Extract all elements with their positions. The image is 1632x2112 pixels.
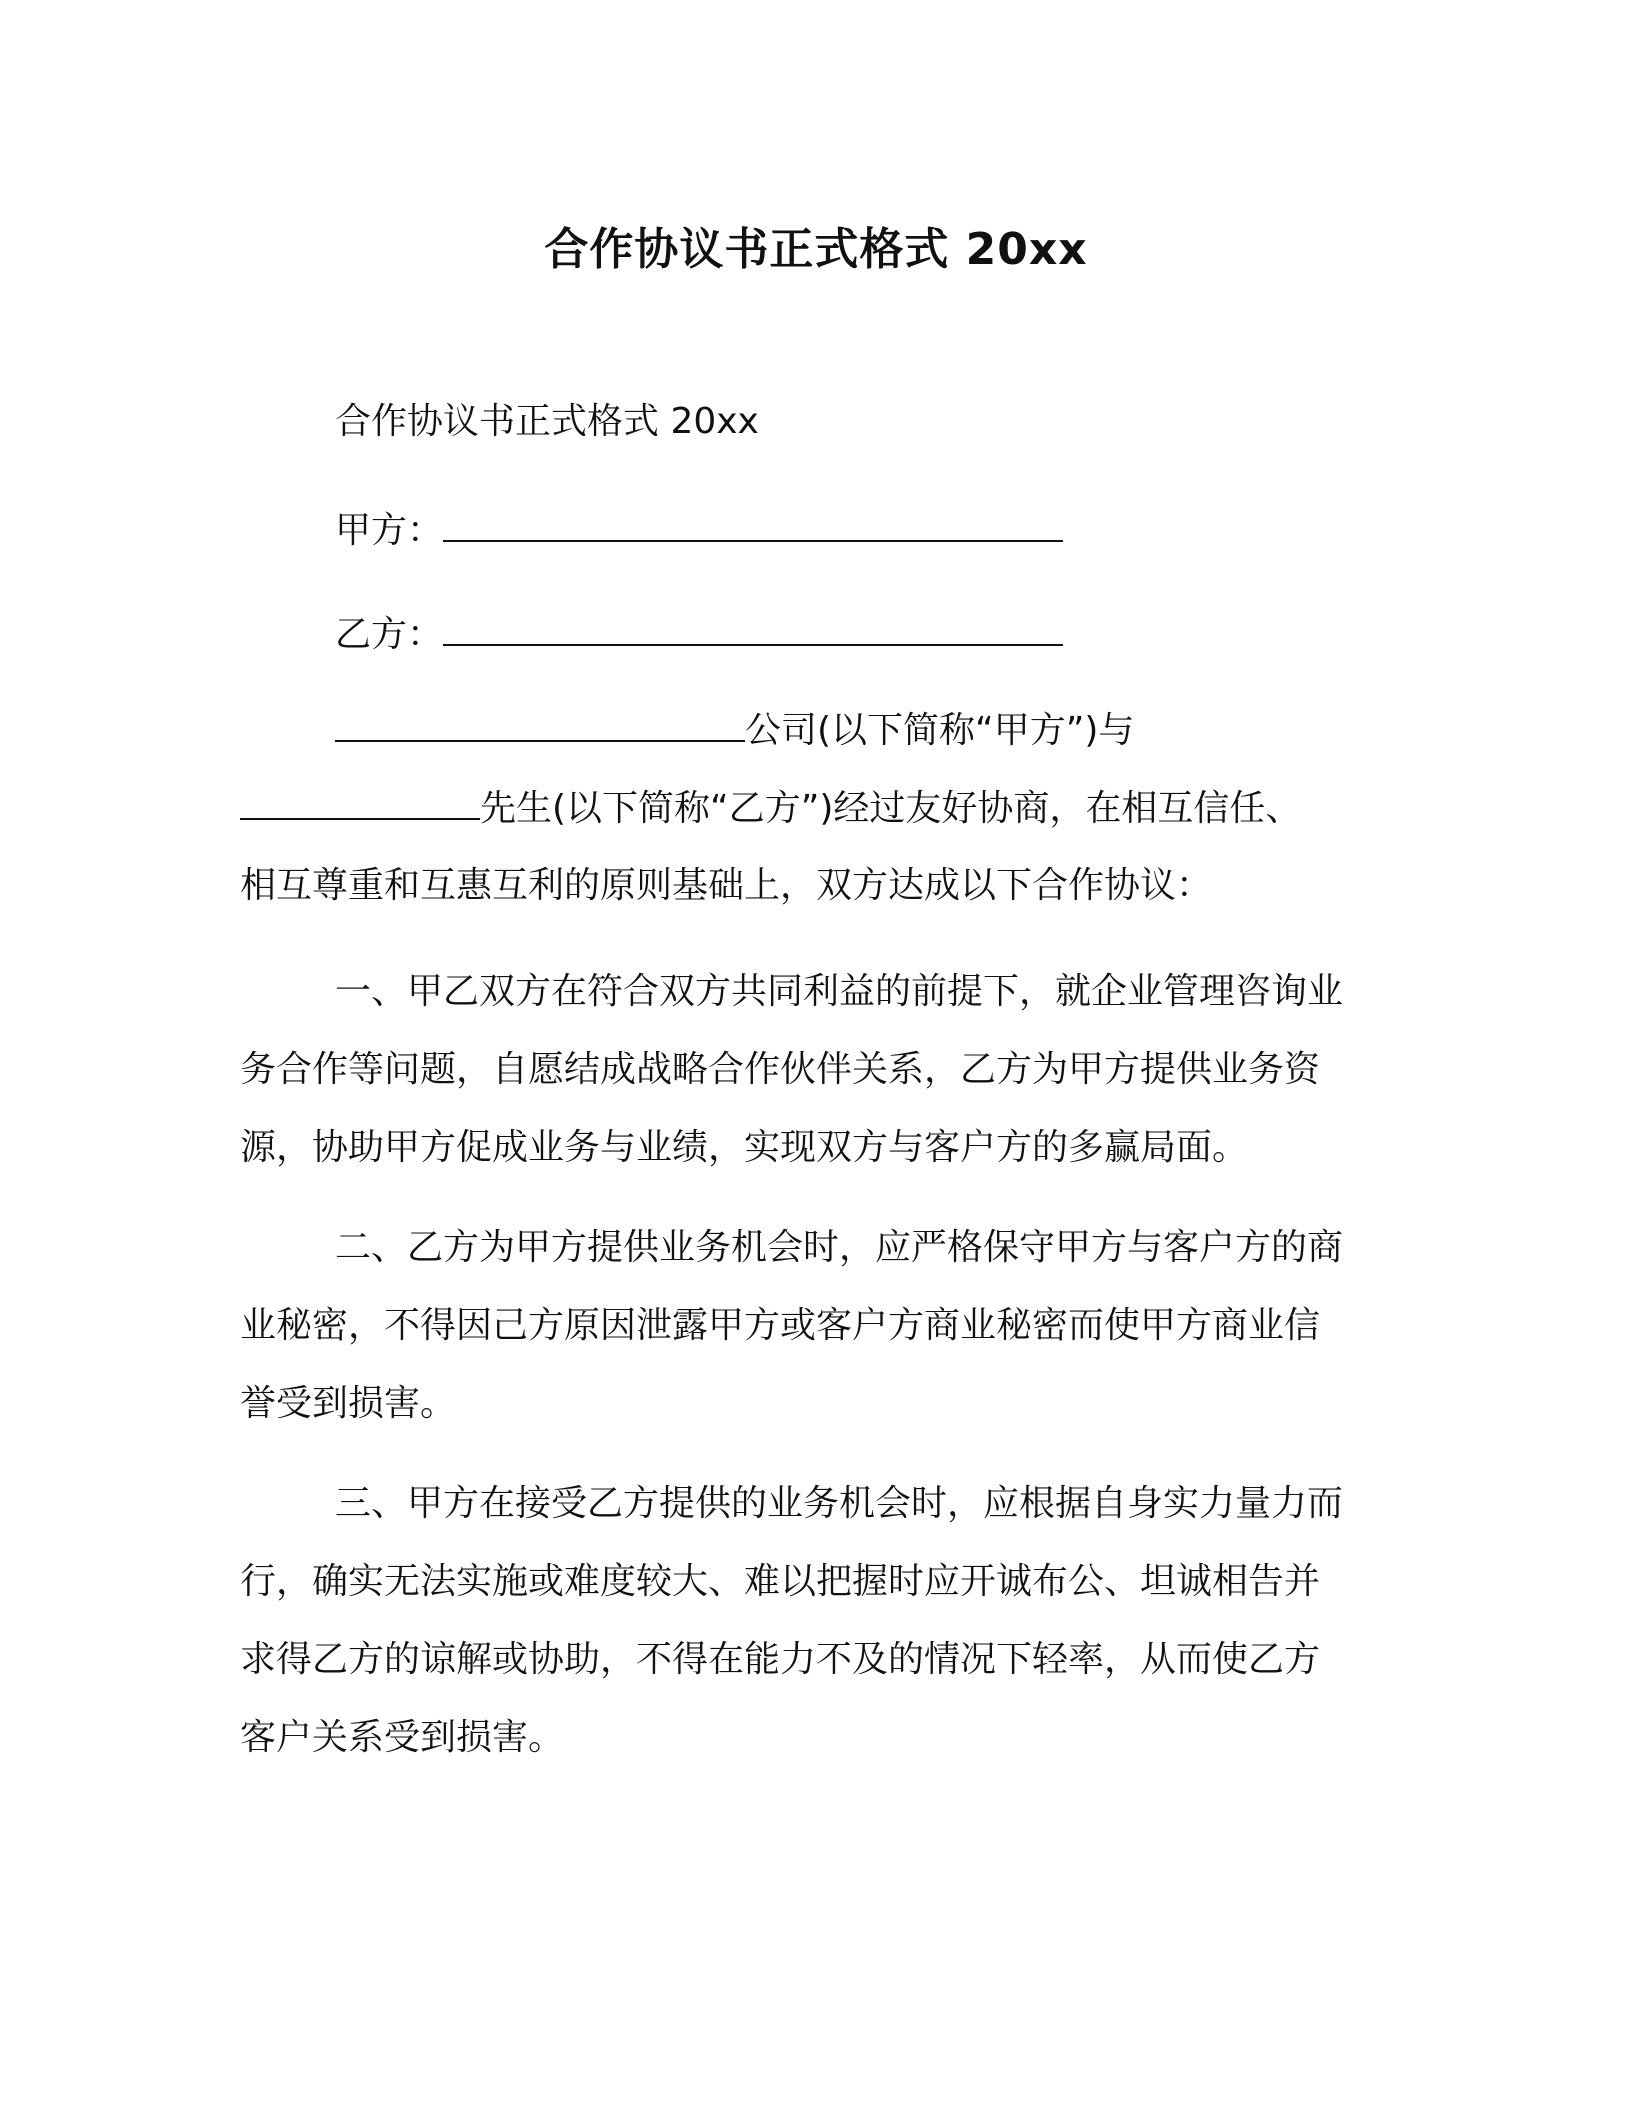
document-title: 合作协议书正式格式 20xx (544, 224, 1088, 275)
clause-2-line-1: 二、乙方为甲方提供业务机会时，应严格保守甲方与客户方的商 (335, 1227, 1344, 1268)
intro-line-2 (240, 784, 1410, 833)
intro-line-1 (335, 706, 1410, 755)
document-subtitle: 合作协议书正式格式 20xx (335, 401, 759, 442)
clause-1-line-2: 务合作等问题，自愿结成战略合作伙伴关系，乙方为甲方提供业务资 (240, 1049, 1321, 1090)
clause-2-line-3: 誉受到损害。 (240, 1383, 457, 1424)
clause-3-line-2: 行，确实无法实施或难度较大、难以把握时应开诚布公、坦诚相告并 (240, 1561, 1321, 1602)
intro-line-3: 相互尊重和互惠互利的原则基础上，双方达成以下合作协议： (240, 865, 1213, 906)
party-b-label: 乙方： (335, 614, 444, 655)
intro-text-1: 公司(以下简称“甲方”)与 (745, 710, 1135, 751)
party-a-blank (443, 506, 1063, 542)
company-blank (335, 706, 745, 742)
party-a-line (335, 506, 1410, 555)
clause-3-line-1: 三、甲方在接受乙方提供的业务机会时，应根据自身实力量力而 (335, 1483, 1344, 1524)
party-b-blank (443, 610, 1063, 646)
clause-3-line-4: 客户关系受到损害。 (240, 1717, 565, 1758)
clause-1-line-1: 一、甲乙双方在符合双方共同利益的前提下，就企业管理咨询业 (335, 971, 1344, 1012)
clause-2-line-2: 业秘密，不得因己方原因泄露甲方或客户方商业秘密而使甲方商业信 (240, 1305, 1321, 1346)
party-a-label: 甲方： (335, 510, 444, 551)
clause-1-line-3: 源，协助甲方促成业务与业绩，实现双方与客户方的多赢局面。 (240, 1127, 1249, 1168)
clause-3-line-3: 求得乙方的谅解或协助，不得在能力不及的情况下轻率，从而使乙方 (240, 1639, 1321, 1680)
party-b-line (335, 610, 1410, 659)
mister-blank (240, 784, 480, 820)
intro-text-2: 先生(以下简称“乙方”)经过友好协商，在相互信任、 (480, 788, 1302, 829)
